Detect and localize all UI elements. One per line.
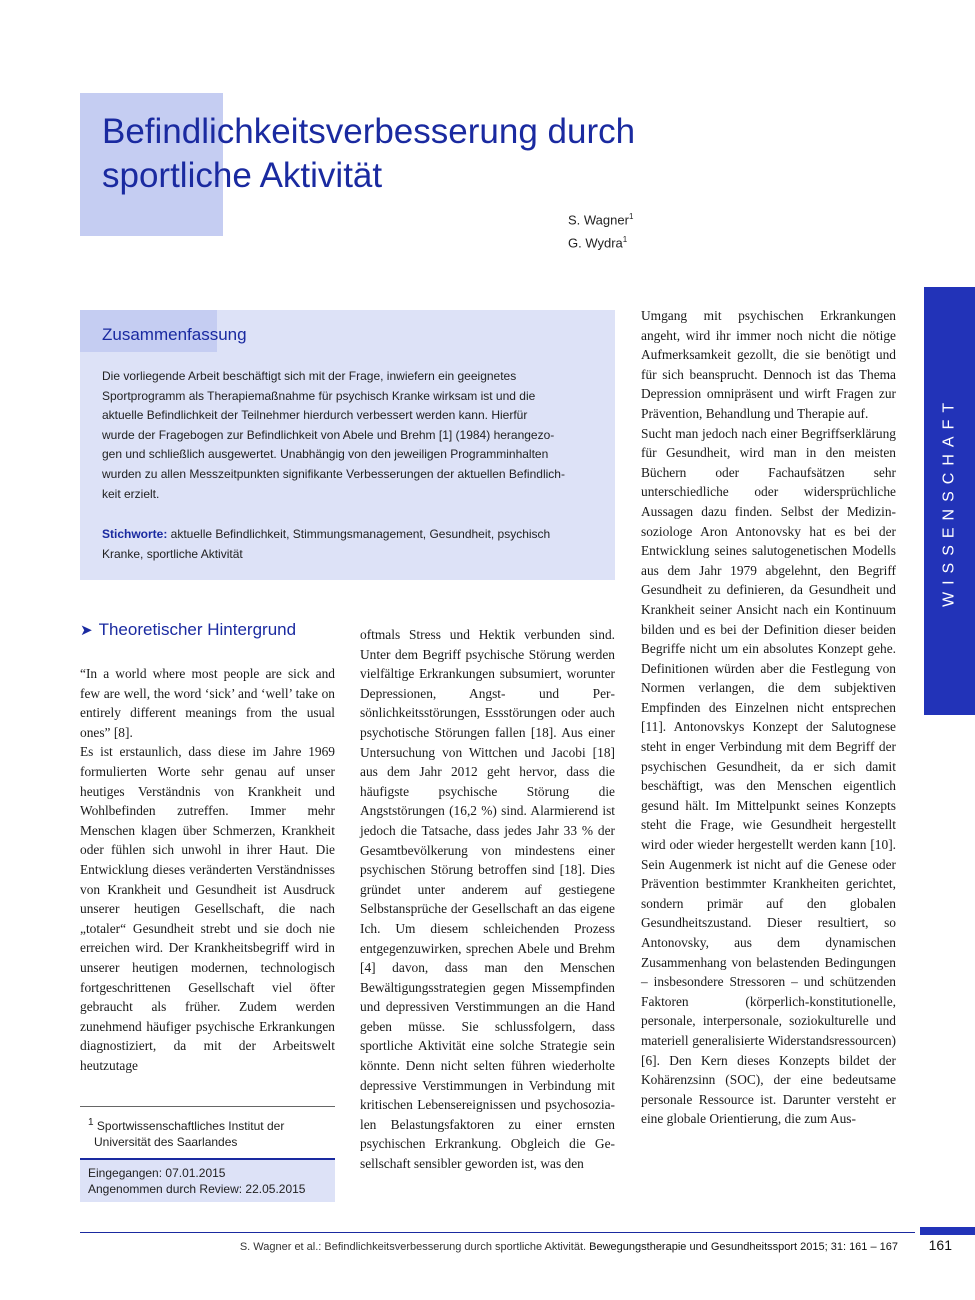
- summary-line: aktuelle Befindlichkeit der Teilnehmer hierdurch verbessert werden kann. Hierfür: [102, 408, 528, 423]
- paragraph: Umgang mit psychischen Erkrankungen angeht, wird ihr immer noch nicht die nötige Aufmerksamkeit gezollt, die sie benötigt und für sich beansprucht. Dennoch ist das Thema Depression omnipräsent und wirft Fragen zur Prävention, Behandlung und Therapie auf.: [641, 308, 896, 421]
- keywords-label: Stichworte:: [102, 527, 168, 541]
- paragraph: Es ist erstaunlich, dass diese im Jahre 1969 formulierten Worte sehr genau auf unser heutiges Verständnis von Krankheit und Wohlbefinden zutreffen. Immer mehr Menschen klagen über Schmerzen, Krankheit oder fühlen sich unwohl in ihrer Haut. Die Entwicklung dieses veränderten Verständnisses von Krankheit und Gesundheit ist Ausdruck unserer heutigen Gesellschaft, die nach „totaler“ Gesundheit strebt und sie doch nie erreichen wird. Der Krankheitsbegriff wird in unserer heutigen modernen, technologisch fortgeschrittenen Gesellschaft viel öfter gebraucht als früher. Zudem werden zunehmend häufiger psychische Erkrankungen diagnostiziert, da mit der Arbeitswelt heutzutage: [80, 744, 335, 1073]
- summary-heading: Zusammenfassung: [102, 325, 247, 344]
- received-date: Eingegangen: 07.01.2015: [88, 1166, 226, 1180]
- side-tab-label: WISSENSCHAFT: [940, 395, 958, 607]
- paragraph: Sucht man jedoch nach einer Begriffserklärung für Gesundheit, wird man in den meisten Büchern oder Fachaufsätzen sehr unterschiedliche oder widersprüchliche Aussagen dazu finden. Selbst der Medizinsoziologe Aron Antonovsky hat es bei der Entwicklung seines salutogenetischen Modells aus dem Jahr 1979 abgelehnt, den Begriff Gesundheit zu definieren, da Gesundheit und Krankheit seiner Ansicht nach ein Kontinuum bilden und es bei der Definition dieser beiden Begriffe nicht um ein absolutes Konzept gehe. Definitionen würden aber die Festlegung von Normen verlangen, die dem subjektiven Empfinden des Einzelnen nicht entsprechen [11]. Antonovskys Konzept der Salutognese steht in enger Verbindung mit dem Begriff der psychischen Gesundheit, da er sich damit beschäftigt, was den Menschen eigentlich gesund hält. Im Mittelpunkt seines Konzepts steht die Frage, wie Gesundheit hergestellt wird oder wieder hergestellt werden kann [10]. Sein Augenmerk ist nicht auf die Genese oder Prävention bestimmter Krankheiten gerichtet, sondern primär auf den globalen Gesundheitszustand. Dieser resultiert, so Antonovsky, aus dem dynamischen Zusammenhang von belastenden Bedingungen – insbesondere Stressoren – und schützenden Faktoren (körperlich-konstitutionelle, personale, interpersonale, soziokulturelle und materiell generalisierte Widerstandsressourcen) [6]. Den Kern dieses Konzepts bildet der Kohärenzsinn (SOC), der eine bedeutsame personale Ressource ist. Darunter versteht er eine globale Orientierung, die zum Aus-: [641, 425, 896, 1127]
- paragraph: “In a world where most people are sick and few are well, the word ‘sick’ and ‘well’ take on entirely different meanings from the usual ones” [8].: [80, 666, 335, 740]
- body-column-3: [641, 306, 896, 1129]
- summary-line: keit erzielt.: [102, 486, 160, 501]
- affiliation: $^1$ Sportwissenschaftliches Institut der Universität des Saarlandes: [80, 1106, 335, 1158]
- summary-line: Die vorliegende Arbeit beschäftigt sich mit der Frage, inwiefern ein geeignetes: [102, 369, 517, 383]
- footer-citation: S. Wagner et al.: Befindlichkeitsverbesserung durch sportliche Aktivität. Bewegungstherapie und Gesundheitssport 2015; 31: 161 – 167: [239, 1241, 898, 1253]
- title-line-2: sportliche Aktivität: [102, 156, 383, 195]
- author-list: [568, 207, 633, 254]
- title-line-1: Befindlichkeitsverbesserung durch: [102, 112, 636, 151]
- keywords-text-2: Kranke, sportliche Aktivität: [102, 546, 243, 561]
- footer-rule: [80, 1232, 915, 1233]
- summary-line: gen und schließlich ausgewertet. Unabhängig von den jeweiligen Programminhalten: [102, 447, 549, 462]
- summary-line: Sportprogramm als Therapiemaßnahme für psychisch Kranke wirksam ist und die: [102, 388, 536, 403]
- paragraph: oftmals Stress und Hektik verbunden sind. Unter dem Begriff psychische Störung werden vielfältige Erkrankungen subsumiert, worunter Depressionen, Angst- und Persönlichkeitsstörungen, Essstörungen oder auch psychotische Störungen fallen [18]. Aus einer Untersuchung von Wittchen und Jacobi [18] aus dem Jahr 2012 geht hervor, dass die häufigste psychische Störung die Angststörungen (16,2 %) sind. Alarmierend ist jedoch die Tatsache, dass jedes Jahr 33 % der Gesamtbevölkerung von mindestens einer psychischen Störung betroffen sind [18]. Dies gründet unter anderem auf gestiegene Selbstansprüche der Gesellschaft an das eigene Ich. Um diesem schleichenden Prozess entgegenzuwirken, sprechen Abele und Brehm [4] davon, dass man den Menschen Bewältigungsstrategien gegen Missempfinden und depressiven Verstimmungen an die Hand geben müsse. Sie schlussfolgern, dass sportliche Aktivität eine solche Strategie sein könnte. Denn nicht selten führen wiederholte depressive Verstimmungen in Verbindung mit kritischen Lebensereignissen und psychosozialen Belastungsfaktoren zu einer ernsten psychischen Erkrankung. Obgleich die Gesellschaft sensibler geworden ist, was den: [360, 627, 615, 1172]
- keywords: [102, 525, 594, 564]
- footnote: [80, 1106, 335, 1202]
- summary-line: wurden zu allen Messzeitpunkten signifikante Verbesserungen der aktuellen Befindlich-: [102, 466, 565, 481]
- section-heading-text: Theoretischer Hintergrund: [98, 620, 297, 639]
- author-2: G. Wydra$^1$: [568, 235, 628, 251]
- body-column-1: [80, 664, 335, 1075]
- summary-line: wurde der Fragebogen zur Befindlichkeit von Abele und Brehm [1] (1984) herangezo-: [102, 427, 555, 442]
- section-heading: [80, 620, 296, 640]
- arrow-icon: ➤: [80, 622, 93, 639]
- journal-name: Bewegungstherapie und Gesundheitssport 2015; 31: 161 – 167: [589, 1241, 898, 1253]
- summary-text: [102, 367, 594, 504]
- body-column-2: [360, 625, 615, 1174]
- author-1: S. Wagner$^1$: [568, 212, 634, 228]
- article-title: [102, 110, 742, 198]
- dates-box: [80, 1158, 335, 1202]
- keywords-text: aktuelle Befindlichkeit, Stimmungsmanagement, Gesundheit, psychisch: [167, 527, 551, 541]
- accepted-date: Angenommen durch Review: 22.05.2015: [88, 1182, 306, 1196]
- page-number-marker: [920, 1227, 975, 1235]
- page-number: 161: [928, 1237, 952, 1253]
